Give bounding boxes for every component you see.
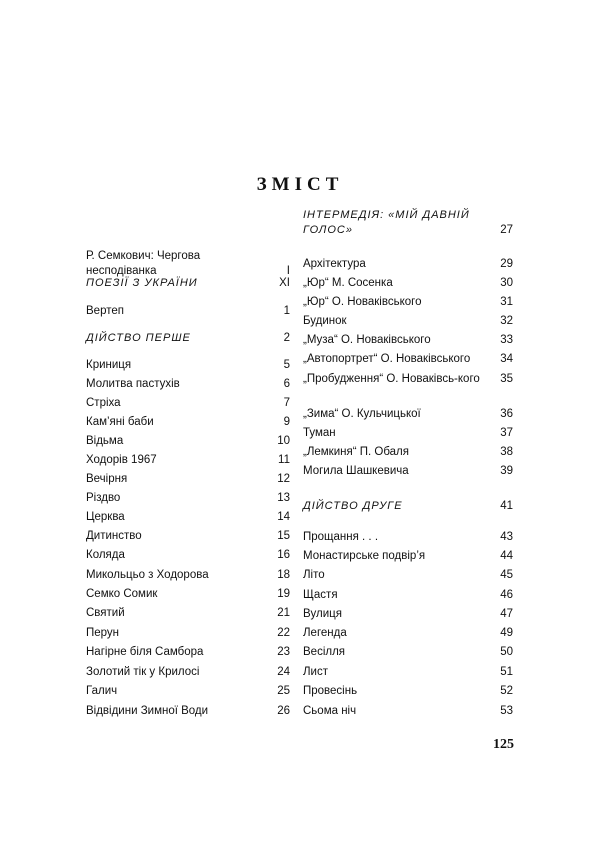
- toc-entry: [303, 464, 515, 479]
- toc-entry-page: 14: [277, 511, 290, 523]
- toc-entry-title: ІНТЕРМЕДІЯ: «МІЙ ДАВНІЙ ГОЛОС»: [303, 209, 470, 236]
- toc-entry: [86, 491, 292, 506]
- toc-entry-title: Святий: [86, 607, 125, 619]
- page-title: ЗМІСТ: [256, 174, 344, 195]
- toc-entry: [303, 276, 515, 291]
- toc-entry: [86, 472, 292, 487]
- toc-entry-page: 1: [283, 305, 290, 317]
- toc-entry-page: 53: [500, 705, 513, 717]
- toc-entry: [86, 704, 292, 719]
- toc-entry-title: Кам’яні баби: [86, 416, 154, 428]
- toc-entry: [303, 314, 515, 329]
- toc-entry-title: Монастирське подвір’я: [303, 550, 426, 562]
- toc-entry-page: 32: [500, 315, 513, 327]
- toc-entry-title: Ходорів 1967: [86, 454, 157, 466]
- toc-entry-title: Вулиця: [303, 608, 342, 620]
- toc-entry-title: Весілля: [303, 646, 346, 658]
- toc-entry-title: „Юр“ М. Сосенка: [303, 277, 393, 289]
- toc-entry: [86, 396, 292, 411]
- toc-entry-page: 19: [277, 588, 290, 600]
- toc-entry-page: 15: [277, 530, 290, 542]
- toc-entry-title: „Юр“ О. Новаківського: [303, 296, 422, 308]
- toc-entry: [86, 587, 292, 602]
- toc-entry-title: Криниця: [86, 359, 132, 371]
- toc-entry-page: 49: [500, 627, 513, 639]
- toc-entry-title: Відьма: [86, 435, 124, 447]
- toc-entry-page: 47: [500, 608, 513, 620]
- toc-entry-page: 39: [500, 465, 513, 477]
- toc-entry-page: 11: [278, 454, 290, 466]
- toc-entry: [303, 588, 515, 603]
- toc-entry: [303, 568, 515, 583]
- toc-entry-title: Семко Сомик: [86, 588, 158, 600]
- toc-entry: [303, 257, 515, 272]
- toc-entry-title: Перун: [86, 627, 120, 639]
- toc-entry: [86, 434, 292, 449]
- toc-entry: [86, 249, 292, 279]
- toc-entry: [86, 358, 292, 373]
- toc-entry-page: 30: [500, 277, 513, 289]
- toc-entry-page: 26: [277, 705, 290, 717]
- toc-entry-page: 38: [500, 446, 513, 458]
- toc-entry-page: 12: [277, 473, 290, 485]
- toc-entry-title: Галич: [86, 685, 118, 697]
- toc-entry-page: XI: [279, 277, 290, 289]
- toc-entry-title: Відвідини Зимної Води: [86, 705, 209, 717]
- toc-entry-page: 34: [500, 353, 513, 365]
- toc-entry-title: Прощання . . .: [303, 531, 379, 543]
- toc-entry-page: 21: [277, 607, 290, 619]
- toc-entry-title: Лист: [303, 666, 328, 678]
- toc-entry: [303, 530, 515, 545]
- toc-section-heading: [86, 276, 292, 291]
- toc-entry: [303, 426, 515, 441]
- toc-entry: [86, 453, 292, 468]
- toc-entry-page: 7: [283, 397, 290, 409]
- toc-entry-title: Стріха: [86, 397, 121, 409]
- toc-entry-page: I: [286, 265, 290, 277]
- toc-entry-title: Архітектура: [303, 258, 366, 270]
- toc-entry-title: Р. Семкович: Чергова несподіванка: [86, 250, 201, 277]
- toc-entry-page: 37: [500, 427, 513, 439]
- toc-entry-page: 13: [277, 492, 290, 504]
- toc-entry-page: 45: [500, 569, 513, 581]
- toc-entry-page: 36: [500, 408, 513, 420]
- toc-entry: [86, 377, 292, 392]
- toc-entry-title: ПОЕЗІЇ З УКРАЇНИ: [86, 277, 198, 289]
- toc-entry-page: 29: [500, 258, 513, 270]
- toc-entry: [86, 510, 292, 525]
- toc-entry-page: 23: [277, 646, 290, 658]
- toc-entry: [86, 626, 292, 641]
- toc-entry-title: Щастя: [303, 589, 338, 601]
- toc-entry-page: 6: [283, 378, 290, 390]
- toc-entry-page: 2: [283, 332, 290, 344]
- toc-entry-title: Туман: [303, 427, 336, 439]
- toc-section-heading: [303, 208, 515, 238]
- toc-entry-title: Дитинство: [86, 530, 142, 542]
- toc-entry: [86, 665, 292, 680]
- toc-entry: [86, 568, 292, 583]
- toc-entry: [303, 684, 515, 699]
- toc-entry-title: Провесінь: [303, 685, 358, 697]
- toc-entry: [303, 333, 515, 348]
- toc-entry-title: Будинок: [303, 315, 347, 327]
- toc-entry-title: „Автопортрет“ О. Новаківського: [303, 353, 471, 365]
- page-number: 125: [493, 737, 514, 752]
- toc-entry-title: Сьома ніч: [303, 705, 357, 717]
- toc-entry: [303, 407, 515, 422]
- toc-entry-page: 16: [277, 549, 290, 561]
- toc-entry: [303, 626, 515, 641]
- toc-entry: [86, 684, 292, 699]
- toc-entry: [86, 645, 292, 660]
- toc-entry-title: Вечірня: [86, 473, 128, 485]
- toc-entry-title: ДІЙСТВО ДРУГЕ: [303, 500, 403, 512]
- toc-entry-page: 18: [277, 569, 290, 581]
- toc-section-heading: [86, 331, 292, 346]
- toc-entry: [86, 304, 292, 319]
- toc-entry-page: 52: [500, 685, 513, 697]
- toc-entry: [86, 606, 292, 621]
- toc-entry-page: 25: [277, 685, 290, 697]
- toc-entry: [303, 665, 515, 680]
- toc-entry-page: 24: [277, 666, 290, 678]
- toc-entry: [303, 704, 515, 719]
- toc-entry: [303, 372, 515, 387]
- toc-entry: [303, 645, 515, 660]
- toc-entry-page: 50: [500, 646, 513, 658]
- toc-entry-title: Церква: [86, 511, 125, 523]
- toc-entry: [86, 529, 292, 544]
- toc-entry-page: 31: [500, 296, 513, 308]
- toc-entry-title: Різдво: [86, 492, 121, 504]
- toc-entry: [86, 415, 292, 430]
- toc-entry-page: 22: [277, 627, 290, 639]
- toc-entry: [303, 549, 515, 564]
- toc-entry-title: Вертеп: [86, 305, 124, 317]
- toc-entry-page: 5: [283, 359, 290, 371]
- toc-entry-page: 35: [500, 373, 513, 385]
- toc-entry-page: 27: [500, 224, 513, 236]
- toc-entry-title: „Пробудження“ О. Новаківсь-кого: [303, 373, 480, 385]
- toc-entry-page: 41: [500, 500, 513, 512]
- toc-section-heading: [303, 499, 515, 514]
- toc-entry-title: Коляда: [86, 549, 125, 561]
- toc-entry: [303, 445, 515, 460]
- toc-entry: [303, 607, 515, 622]
- toc-entry-title: Золотий тік у Крилосі: [86, 666, 200, 678]
- toc-entry-title: ДІЙСТВО ПЕРШЕ: [86, 332, 191, 344]
- toc-entry-title: Микольцьо з Ходорова: [86, 569, 209, 581]
- toc-entry-title: „Муза“ О. Новаківського: [303, 334, 431, 346]
- toc-entry-title: „Лемкиня“ П. Обаля: [303, 446, 409, 458]
- toc-entry-page: 10: [277, 435, 290, 447]
- toc-entry-page: 44: [500, 550, 513, 562]
- toc-entry: [86, 548, 292, 563]
- toc-entry-title: „Зима“ О. Кульчицької: [303, 408, 421, 420]
- toc-entry-page: 43: [500, 531, 513, 543]
- toc-entry-page: 51: [500, 666, 513, 678]
- toc-entry-title: Легенда: [303, 627, 347, 639]
- toc-entry: [303, 295, 515, 310]
- toc-entry: [303, 352, 515, 367]
- toc-entry-page: 46: [500, 589, 513, 601]
- toc-entry-title: Молитва пастухів: [86, 378, 180, 390]
- toc-entry-title: Могила Шашкевича: [303, 465, 409, 477]
- toc-entry-page: 33: [500, 334, 513, 346]
- toc-entry-title: Літо: [303, 569, 325, 581]
- toc-entry-page: 9: [283, 416, 290, 428]
- toc-entry-title: Нагірне біля Самбора: [86, 646, 204, 658]
